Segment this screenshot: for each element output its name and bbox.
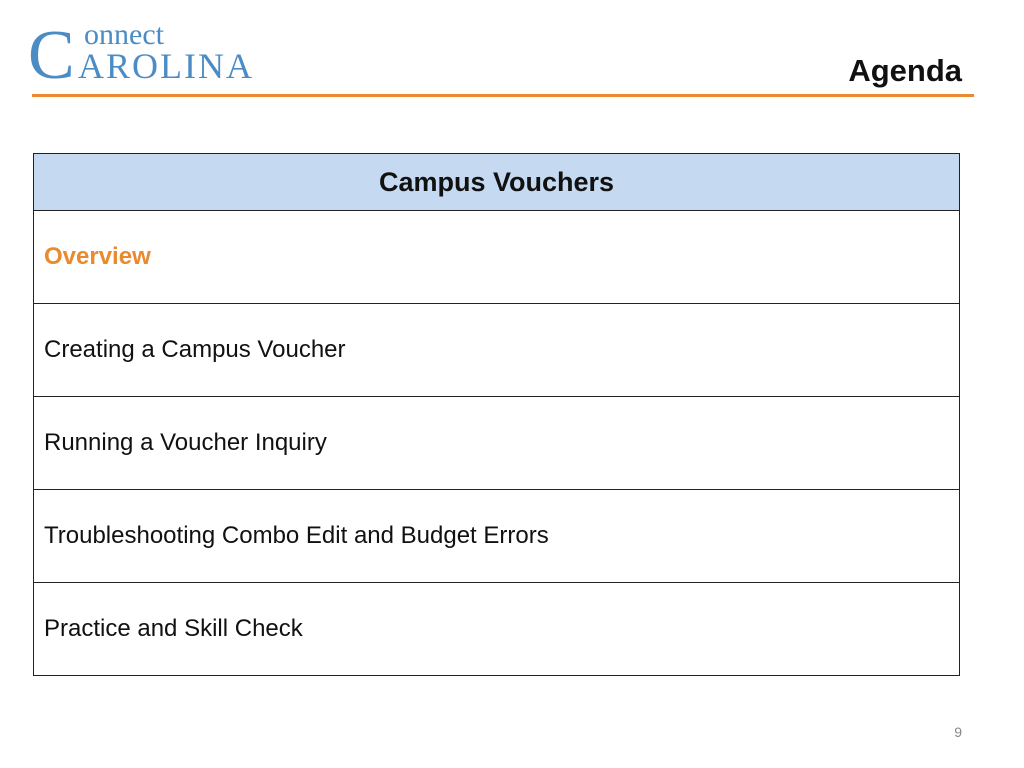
- slide-title: Agenda: [848, 53, 962, 88]
- logo-top-word: onnect: [84, 18, 164, 51]
- agenda-heading: Campus Vouchers: [34, 154, 960, 211]
- agenda-row: [34, 490, 960, 583]
- header-rule: [32, 94, 974, 97]
- agenda-row: [34, 304, 960, 397]
- connect-carolina-logo: [28, 18, 308, 86]
- agenda-row: [34, 211, 960, 304]
- agenda-item-troubleshooting: Troubleshooting Combo Edit and Budget Errors: [34, 490, 960, 583]
- agenda-row: [34, 397, 960, 490]
- agenda-header-row: [34, 154, 960, 211]
- agenda-item-voucher-inquiry: Running a Voucher Inquiry: [34, 397, 960, 490]
- agenda-item-practice: Practice and Skill Check: [34, 583, 960, 676]
- logo-bottom-word: AROLINA: [78, 46, 254, 86]
- agenda-table: [33, 153, 960, 676]
- page-number: 9: [954, 724, 962, 740]
- agenda-item-creating-voucher: Creating a Campus Voucher: [34, 304, 960, 397]
- agenda-item-overview: Overview: [34, 211, 960, 304]
- agenda-row: [34, 583, 960, 676]
- logo-big-letter: C: [28, 18, 75, 86]
